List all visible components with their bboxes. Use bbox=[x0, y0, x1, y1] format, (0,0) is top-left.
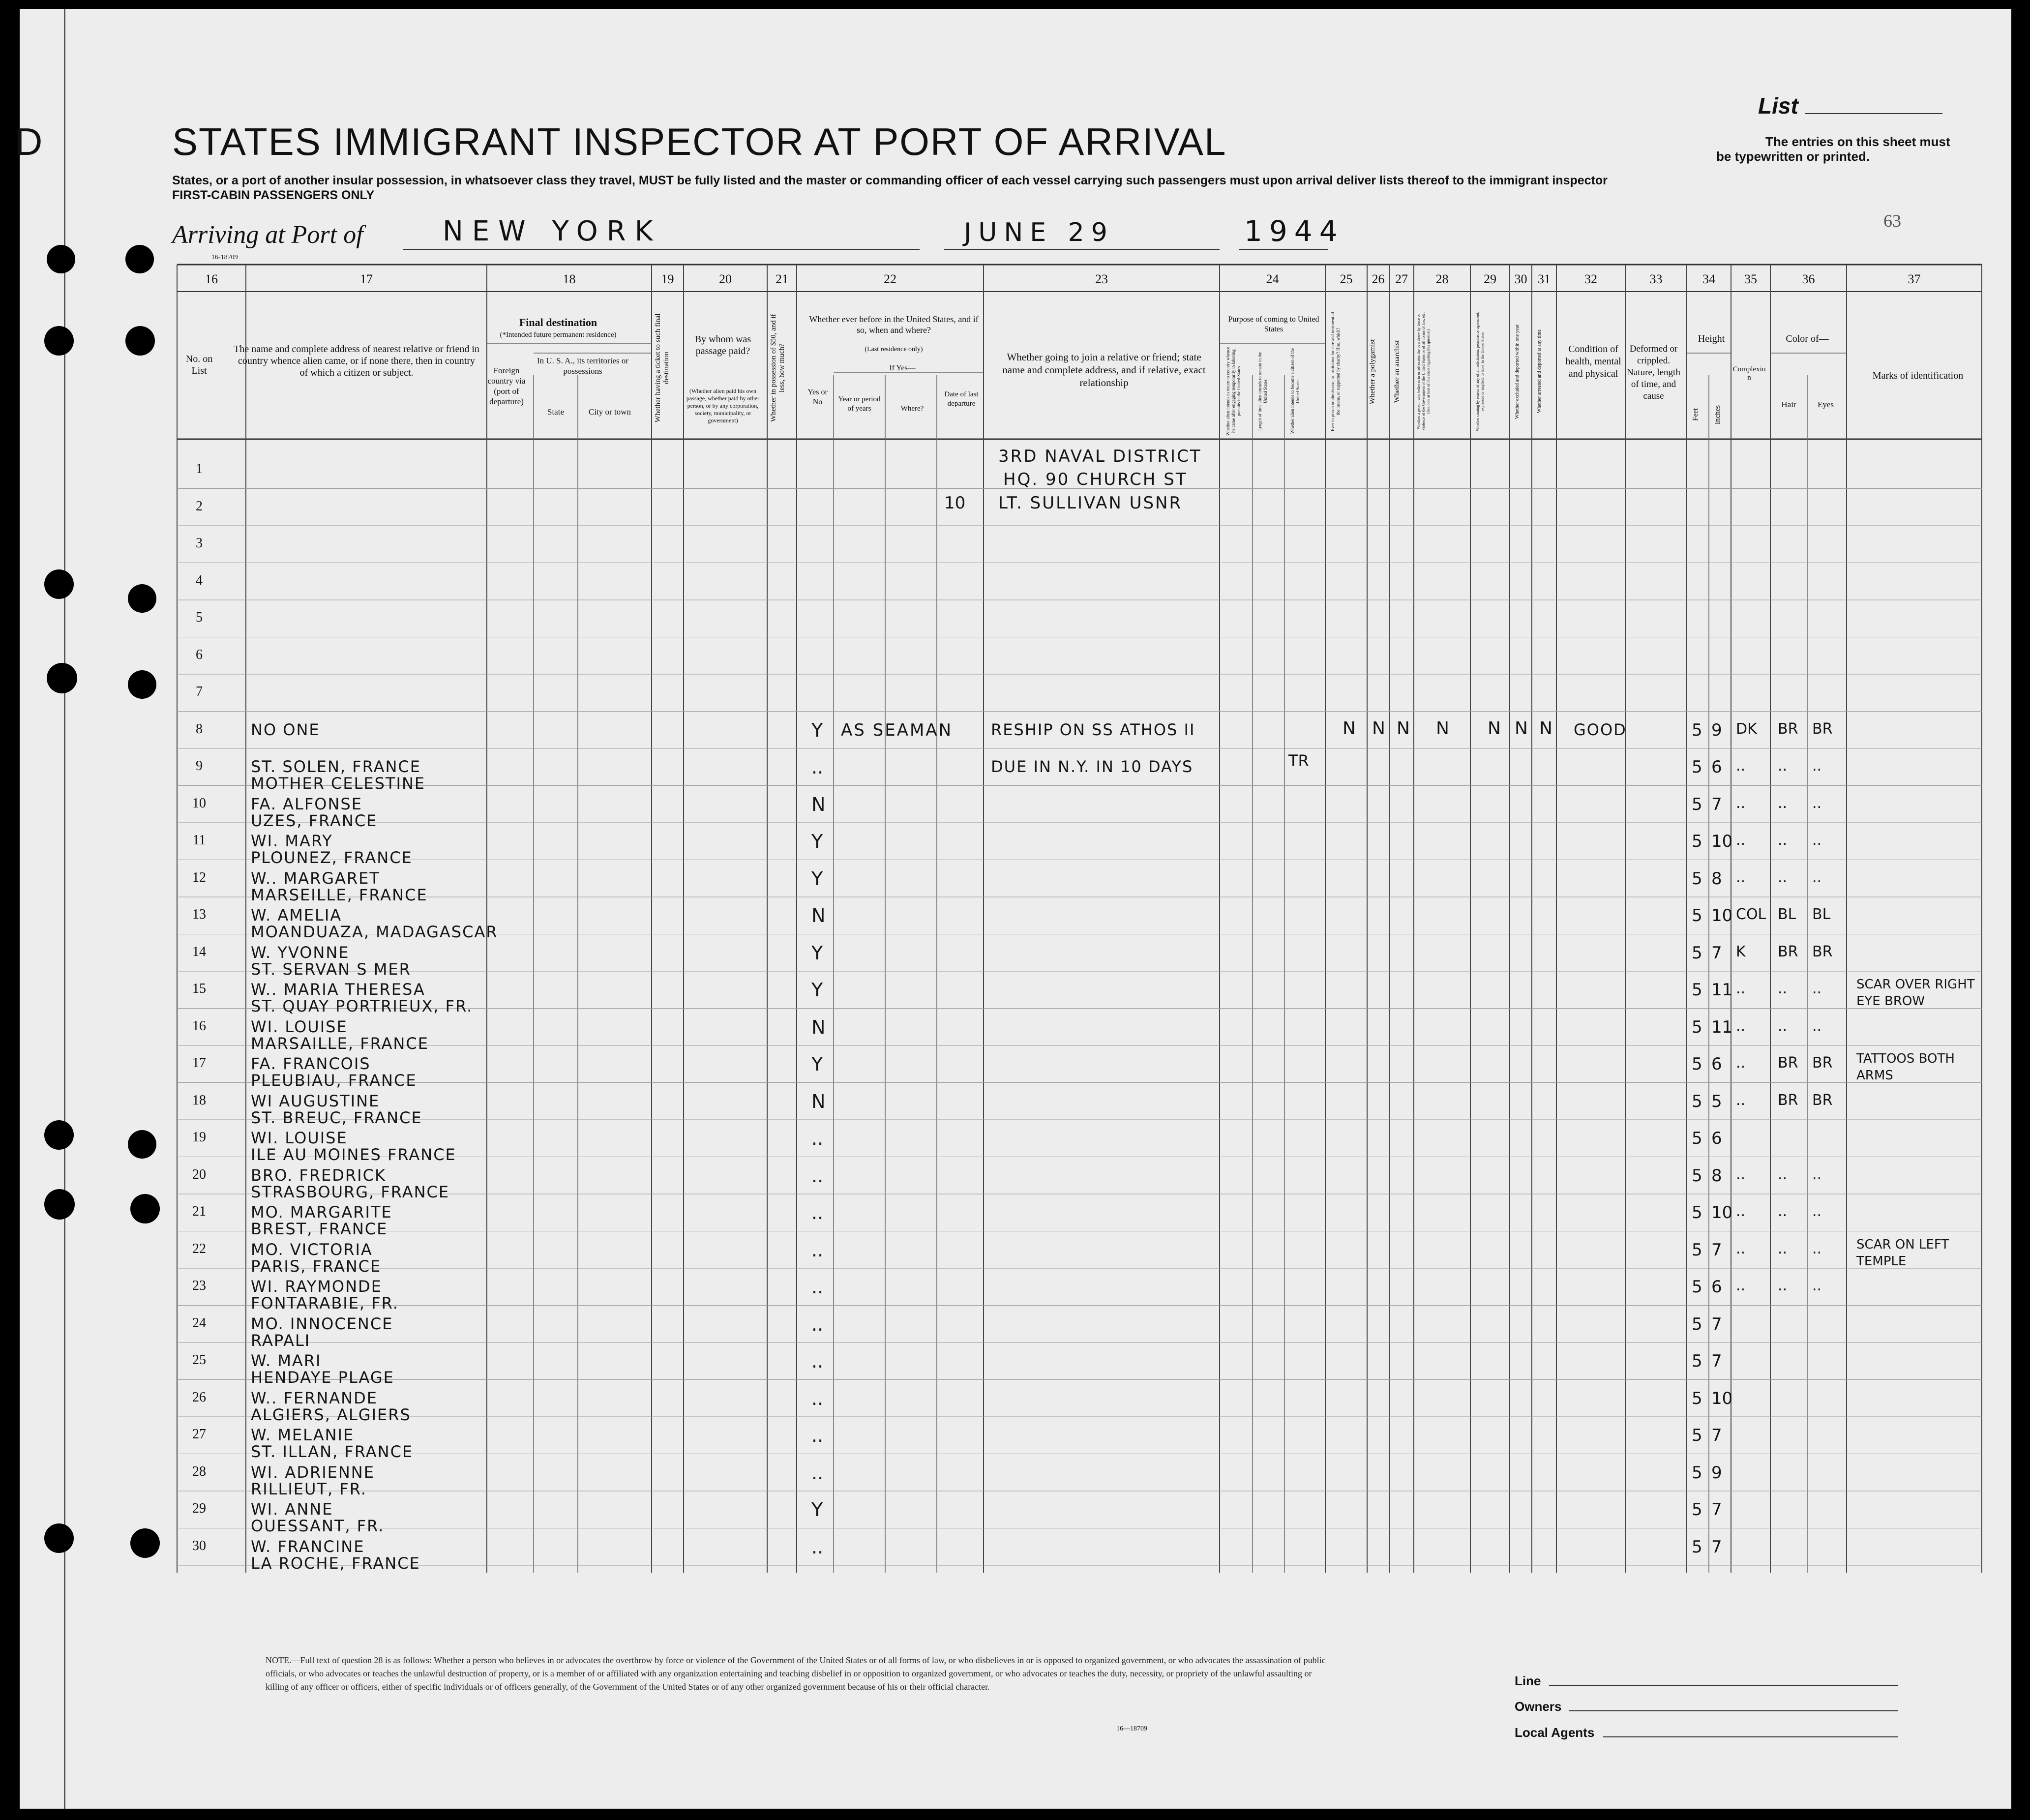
column-number: 37 bbox=[1908, 272, 1921, 286]
column-number: 16 bbox=[205, 272, 218, 286]
header-col32: Condition of health, mental and physical bbox=[1565, 344, 1621, 379]
header-col36-eyes: Eyes bbox=[1817, 400, 1834, 409]
row-complexion: .. bbox=[1736, 1017, 1746, 1035]
row-relative-line2: ST. BREUC, FRANCE bbox=[251, 1108, 422, 1127]
row-col22: .. bbox=[811, 1276, 824, 1298]
row-number: 29 bbox=[192, 1501, 206, 1516]
row-relative-line2: LA ROCHE, FRANCE bbox=[251, 1553, 420, 1573]
row-height-feet: 5 bbox=[1692, 868, 1702, 889]
header-col22-where: Where? bbox=[900, 405, 924, 413]
row-eyes: BR bbox=[1812, 1091, 1833, 1109]
row-number: 15 bbox=[192, 981, 206, 996]
column-number: 29 bbox=[1484, 272, 1496, 286]
row-hair: .. bbox=[1778, 1203, 1788, 1220]
row8-flag: N bbox=[1372, 718, 1385, 739]
row-col22: .. bbox=[811, 1202, 824, 1223]
header-col18-city: City or town bbox=[589, 407, 631, 417]
header-col22-ifyes: If Yes— bbox=[889, 364, 916, 372]
row-complexion: .. bbox=[1736, 1165, 1746, 1183]
header-col34-title: Height bbox=[1698, 333, 1725, 344]
row-relative-line2: STRASBOURG, FRANCE bbox=[251, 1182, 450, 1201]
row-marks: TATTOOS BOTH ARMS bbox=[1856, 1051, 1955, 1083]
agents-label: Local Agents bbox=[1515, 1725, 1595, 1740]
row-relative: WI AUGUSTINE bbox=[251, 1091, 380, 1110]
instructions-line: States, or a port of another insular possession, in whatsoever class they travel, MUST be fully listed and the master or commanding officer of each vessel carrying such passengers must upon arrival deliver lists thereof to the immigrant inspector bbox=[172, 174, 1608, 187]
row-number: 12 bbox=[192, 869, 206, 885]
row-number: 4 bbox=[196, 572, 203, 588]
header-col27: Whether an anarchist bbox=[1393, 340, 1401, 403]
row-height-inches: 6 bbox=[1711, 1277, 1722, 1297]
row-relative: W.. FERNANDE bbox=[251, 1388, 378, 1407]
row-relative-line2: ST. SERVAN S MER bbox=[251, 959, 411, 979]
row8-flag: N bbox=[1515, 718, 1528, 739]
column-number: 20 bbox=[719, 272, 732, 286]
row-height-feet: 5 bbox=[1692, 1351, 1702, 1371]
row-height-inches: 10 bbox=[1711, 1203, 1733, 1223]
row-complexion: .. bbox=[1736, 1203, 1746, 1220]
row-height-feet: 5 bbox=[1692, 1314, 1702, 1334]
typewritten-note-2: be typewritten or printed. bbox=[1716, 149, 1870, 164]
header-col25: Ever in prison or almshouse, or institution for care and treatment of the insane, or supported by charity? If so, which? bbox=[1330, 312, 1341, 431]
row-relative-line2: ST. ILLAN, FRANCE bbox=[251, 1442, 414, 1461]
row-eyes: BL bbox=[1812, 906, 1831, 923]
row-number: 18 bbox=[192, 1092, 206, 1108]
row-number: 26 bbox=[192, 1389, 206, 1405]
row-height-inches: 7 bbox=[1711, 1426, 1722, 1445]
header-col18-foreign: Foreign country via (port of departure) bbox=[487, 366, 526, 406]
row-number: 8 bbox=[196, 721, 203, 737]
row-height-feet: 5 bbox=[1692, 1500, 1702, 1520]
row-number: 14 bbox=[192, 944, 206, 959]
row-relative: W. MELANIE bbox=[251, 1426, 355, 1444]
header-col33: Deformed or crippled. Nature, length of time, and cause bbox=[1627, 344, 1680, 401]
row-complexion: DK bbox=[1736, 720, 1757, 738]
row-height-inches: 6 bbox=[1711, 1054, 1722, 1074]
row-number: 10 bbox=[192, 795, 206, 811]
column-number: 17 bbox=[360, 272, 373, 286]
list-label: List bbox=[1758, 93, 1798, 119]
row-complexion: .. bbox=[1736, 757, 1746, 775]
row-height-feet: 5 bbox=[1692, 832, 1702, 851]
row-complexion: .. bbox=[1736, 868, 1746, 886]
row8-flag: N bbox=[1488, 718, 1501, 739]
row-col22: .. bbox=[811, 1425, 824, 1446]
row-height-inches: 7 bbox=[1711, 943, 1722, 963]
column-number: 21 bbox=[776, 272, 788, 286]
row-relative: WI. MARY bbox=[251, 832, 333, 850]
row-height-feet: 5 bbox=[1692, 1091, 1702, 1111]
column-number: 25 bbox=[1340, 272, 1353, 286]
row-relative: W. AMELIA bbox=[251, 906, 342, 925]
row-relative: ST. SOLEN, FRANCE bbox=[251, 757, 421, 776]
cabin-class: FIRST-CABIN PASSENGERS ONLY bbox=[172, 188, 375, 202]
row-height-feet: 5 bbox=[1692, 1537, 1702, 1557]
header-col24-b: Length of time alien intends to remain in the United States bbox=[1257, 352, 1268, 431]
page-number: 63 bbox=[1883, 211, 1901, 231]
header-col26: Whether a polygamist bbox=[1369, 339, 1376, 404]
row-relative: FA. ALFONSE bbox=[251, 794, 362, 813]
row-number: 11 bbox=[192, 833, 206, 848]
row-hair: BR bbox=[1778, 1054, 1798, 1072]
row8-flag: N bbox=[1397, 718, 1410, 739]
row-relative: WI. RAYMONDE bbox=[251, 1277, 382, 1296]
row-hair: .. bbox=[1778, 980, 1788, 997]
header-col24-c: Whether alien intends to become a citizen of the United States bbox=[1290, 348, 1300, 434]
row-hair: BR bbox=[1778, 943, 1798, 960]
row-complexion: .. bbox=[1736, 794, 1746, 812]
row-height-inches: 10 bbox=[1711, 832, 1733, 851]
column-number: 35 bbox=[1744, 272, 1757, 286]
manifest-sheet bbox=[15, 9, 2011, 1809]
header-col36-title: Color of— bbox=[1786, 333, 1829, 344]
footer-form-number: 16—18709 bbox=[1116, 1725, 1147, 1732]
header-col31: Whether arrested and deported at any time bbox=[1537, 329, 1542, 414]
row1-col23-line2: HQ. 90 CHURCH ST bbox=[1003, 470, 1188, 489]
row-eyes: .. bbox=[1812, 1277, 1822, 1294]
row-height-inches: 7 bbox=[1711, 1537, 1722, 1557]
row-complexion: K bbox=[1736, 943, 1746, 960]
row-height-feet: 5 bbox=[1692, 943, 1702, 963]
header-col22-date: Date of last departure bbox=[944, 390, 979, 408]
line-field[interactable] bbox=[1549, 1685, 1898, 1686]
header-no-on-list: No. on List bbox=[185, 354, 213, 376]
row-relative: WI. ANNE bbox=[251, 1500, 333, 1519]
row-height-feet: 5 bbox=[1692, 1240, 1702, 1260]
row-relative-line2: PARIS, FRANCE bbox=[251, 1256, 382, 1276]
row8-col24: TR bbox=[1288, 751, 1309, 770]
row-height-inches: 11 bbox=[1711, 980, 1733, 1000]
header-col34-inches: Inches bbox=[1714, 405, 1722, 424]
header-col18-state: State bbox=[547, 407, 564, 417]
row-number: 5 bbox=[196, 610, 203, 625]
column-number: 33 bbox=[1649, 272, 1663, 286]
owners-label: Owners bbox=[1515, 1699, 1562, 1714]
row-col22: N bbox=[811, 1016, 826, 1038]
row-col22-where: AS SEAMAN bbox=[841, 720, 953, 740]
row-height-inches: 8 bbox=[1711, 1165, 1722, 1186]
row-relative-line2: UZES, FRANCE bbox=[251, 811, 378, 830]
row-hair: BR bbox=[1778, 1091, 1798, 1109]
row-col22: .. bbox=[811, 1239, 824, 1261]
row-hair: .. bbox=[1778, 757, 1788, 775]
row-col22: .. bbox=[811, 1350, 824, 1372]
row-relative: WI. ADRIENNE bbox=[251, 1462, 375, 1482]
header-col36-hair: Hair bbox=[1781, 400, 1796, 409]
row-eyes: .. bbox=[1812, 1203, 1822, 1220]
row-col22: Y bbox=[811, 719, 823, 741]
row-hair: .. bbox=[1778, 1017, 1788, 1035]
row-hair: .. bbox=[1778, 1240, 1788, 1257]
row1-col23-line1: 3RD NAVAL DISTRICT bbox=[998, 447, 1202, 466]
row-hair: .. bbox=[1778, 832, 1788, 849]
row8-flag: N bbox=[1436, 718, 1449, 739]
row-height-feet: 5 bbox=[1692, 794, 1702, 814]
row-col22: N bbox=[811, 1090, 826, 1112]
row-height-feet: 5 bbox=[1692, 1426, 1702, 1445]
column-number: 34 bbox=[1702, 272, 1715, 286]
title-fragment: D bbox=[15, 120, 44, 163]
row-height-inches: 7 bbox=[1711, 794, 1722, 814]
column-number: 28 bbox=[1435, 272, 1449, 286]
column-number: 19 bbox=[661, 272, 674, 286]
row-relative: MO. MARGARITE bbox=[251, 1203, 392, 1222]
header-col19: Whether having a ticket to such final destination bbox=[654, 313, 670, 422]
row-col22: .. bbox=[811, 1313, 824, 1335]
row-col23: DUE IN N.Y. IN 10 DAYS bbox=[991, 757, 1194, 776]
row-relative-line2: OUESSANT, FR. bbox=[251, 1517, 385, 1535]
row-relative-line2: FONTARABIE, FR. bbox=[251, 1294, 399, 1313]
header-col18-usa: In U. S. A., its territories or possessions bbox=[537, 356, 629, 376]
column-number: 32 bbox=[1584, 272, 1597, 286]
port-value: NEW YORK bbox=[443, 215, 662, 247]
row-eyes: .. bbox=[1812, 868, 1822, 886]
row-height-feet: 5 bbox=[1692, 720, 1702, 740]
row-complexion: .. bbox=[1736, 1240, 1746, 1257]
row-relative-line2: PLOUNEZ, FRANCE bbox=[251, 848, 413, 867]
header-col34-feet: Feet bbox=[1692, 408, 1700, 421]
row-col22: Y bbox=[811, 1053, 823, 1075]
row-relative: FA. FRANCOIS bbox=[251, 1054, 371, 1073]
row-marks: SCAR ON LEFT TEMPLE bbox=[1856, 1237, 1949, 1269]
row-height-inches: 10 bbox=[1711, 906, 1733, 925]
row-number: 6 bbox=[196, 647, 203, 662]
row-marks: SCAR OVER RIGHT EYE BROW bbox=[1856, 977, 1975, 1009]
row-height-feet: 5 bbox=[1692, 1129, 1702, 1148]
year-value: 1944 bbox=[1244, 214, 1344, 248]
row-col22: .. bbox=[811, 1462, 824, 1484]
row-eyes: .. bbox=[1812, 980, 1822, 997]
header-col18-sub: (*Intended future permanent residence) bbox=[500, 331, 617, 339]
row-height-feet: 5 bbox=[1692, 980, 1702, 1000]
row-relative-line2: MARSAILLE, FRANCE bbox=[251, 1034, 429, 1053]
row-height-inches: 6 bbox=[1711, 1129, 1722, 1148]
footnote: NOTE.—Full text of question 28 is as follows: Whether a person who believes in or advocates the overthrow by force or violence of the Government of the United States or of all forms of law, or who disbelieves in or is opposed to organized government, or who advocates the assassination of public officials, or who advocates or teaches the unlawful destruction of property, or is a member of or affiliated with any organization entertaining and teaching disbelief in or opposition to organized government, or who advocates or teaches the duty, necessity, or propriety of the unlawful assaulting or killing of any officer or officers, either of specific individuals or of officers generally, of the Government of the United States or of any other organized government because of his or their official character. bbox=[266, 1655, 1326, 1692]
header-col22-period: Year or period of years bbox=[838, 395, 881, 413]
line-label: Line bbox=[1515, 1673, 1541, 1688]
row-col22: .. bbox=[811, 1536, 824, 1558]
row-relative-line2: ST. QUAY PORTRIEUX, FR. bbox=[251, 997, 473, 1015]
header-col20-title: By whom was passage paid? bbox=[694, 334, 751, 357]
row-height-inches: 6 bbox=[1711, 757, 1722, 777]
row-eyes: .. bbox=[1812, 832, 1822, 849]
header-col20-sub: (Whether alien paid his own passage, whether paid by other person, or by any corporation, society, municipality, or government) bbox=[686, 388, 760, 424]
row-col22: Y bbox=[811, 942, 823, 964]
row-height-feet: 5 bbox=[1692, 1165, 1702, 1186]
header-col24-a: Whether alien intends to return to country whence he came after engaging temporarily in laboring pursuits in the United States bbox=[1225, 347, 1241, 436]
row-hair: .. bbox=[1778, 794, 1788, 812]
column-number: 31 bbox=[1538, 272, 1551, 286]
row-number: 7 bbox=[196, 684, 203, 699]
row-eyes: .. bbox=[1812, 1165, 1822, 1183]
row-col22: Y bbox=[811, 1499, 823, 1521]
row-complexion: .. bbox=[1736, 1277, 1746, 1294]
row-relative: WI. LOUISE bbox=[251, 1129, 348, 1147]
row-col22: Y bbox=[811, 979, 823, 1001]
row-number: 19 bbox=[192, 1130, 206, 1145]
row-col22: Y bbox=[811, 831, 823, 852]
row-relative-line2: PLEUBIAU, FRANCE bbox=[251, 1071, 417, 1090]
column-number: 22 bbox=[884, 272, 896, 286]
column-number: 24 bbox=[1266, 272, 1279, 286]
row1-col23-line3: LT. SULLIVAN USNR bbox=[998, 493, 1183, 513]
header-col18-title: Final destination bbox=[519, 316, 597, 328]
header-col17: The name and complete address of nearest relative or friend in country whence alien came, or if none there, then in country of which a citizen or subject. bbox=[234, 344, 479, 378]
row-col22: .. bbox=[811, 1387, 824, 1409]
arriving-label: Arriving at Port of bbox=[172, 221, 363, 249]
row-col22: N bbox=[811, 905, 826, 926]
header-col22-sub: (Last residence only) bbox=[865, 346, 923, 353]
row-height-inches: 9 bbox=[1711, 720, 1722, 740]
header-col22-yesno: Yes or No bbox=[807, 388, 828, 406]
row-hair: .. bbox=[1778, 1277, 1788, 1294]
row-height-inches: 10 bbox=[1711, 1388, 1733, 1408]
row-relative-line2: MOANDUAZA, MADAGASCAR bbox=[251, 923, 498, 941]
typewritten-note-1: The entries on this sheet must bbox=[1765, 134, 1950, 149]
row-col23: RESHIP ON SS ATHOS II bbox=[991, 720, 1195, 739]
row-height-inches: 9 bbox=[1711, 1462, 1722, 1483]
row-height-inches: 7 bbox=[1711, 1314, 1722, 1334]
header-col22-title: Whether ever before in the United States, and if so, when and where? bbox=[809, 314, 979, 335]
row-relative-line2: RAPALI bbox=[251, 1331, 311, 1350]
row-col22: N bbox=[811, 793, 826, 815]
row-height-inches: 8 bbox=[1711, 868, 1722, 889]
row-relative: MO. INNOCENCE bbox=[251, 1314, 393, 1333]
row-eyes: .. bbox=[1812, 1240, 1822, 1257]
row-height-inches: 7 bbox=[1711, 1500, 1722, 1520]
row-height-feet: 5 bbox=[1692, 1054, 1702, 1074]
row-relative-line2: ILE AU MOINES FRANCE bbox=[251, 1145, 456, 1164]
owners-field[interactable] bbox=[1569, 1710, 1898, 1711]
row-complexion: .. bbox=[1736, 1054, 1746, 1072]
row-number: 3 bbox=[196, 536, 203, 551]
row-number: 21 bbox=[192, 1204, 206, 1219]
row1-col22-date: 10 bbox=[944, 493, 966, 513]
row-eyes: BR bbox=[1812, 720, 1833, 738]
row-eyes: .. bbox=[1812, 1017, 1822, 1035]
row-relative-line2: ALGIERS, ALGIERS bbox=[251, 1405, 411, 1424]
row-relative: WI. LOUISE bbox=[251, 1017, 348, 1036]
row-hair: .. bbox=[1778, 1165, 1788, 1183]
row-number: 28 bbox=[192, 1463, 206, 1479]
row-number: 27 bbox=[192, 1427, 206, 1442]
row-hair: BR bbox=[1778, 720, 1798, 738]
row-height-feet: 5 bbox=[1692, 1462, 1702, 1483]
row-height-inches: 7 bbox=[1711, 1240, 1722, 1260]
row-height-inches: 5 bbox=[1711, 1091, 1722, 1111]
row-col22: .. bbox=[811, 756, 824, 778]
row-relative-line2: RILLIEUT, FR. bbox=[251, 1479, 367, 1498]
row-height-inches: 11 bbox=[1711, 1017, 1733, 1037]
row-complexion: COL bbox=[1736, 906, 1766, 923]
row-number: 23 bbox=[192, 1278, 206, 1293]
row-relative-line2: MARSEILLE, FRANCE bbox=[251, 885, 428, 904]
column-number: 30 bbox=[1514, 272, 1527, 286]
header-col30: Whether excluded and deported within one year bbox=[1515, 324, 1520, 419]
row8-flag: N bbox=[1343, 718, 1356, 739]
column-number: 23 bbox=[1095, 272, 1108, 286]
row-relative-line2: MOTHER CELESTINE bbox=[251, 774, 426, 793]
row-number: 9 bbox=[196, 758, 203, 774]
column-number: 26 bbox=[1372, 272, 1385, 286]
row-relative: W. YVONNE bbox=[251, 943, 350, 962]
row8-flag: N bbox=[1539, 718, 1552, 739]
row-eyes: BR bbox=[1812, 943, 1833, 960]
row-hair: BL bbox=[1778, 906, 1796, 923]
row-height-feet: 5 bbox=[1692, 1017, 1702, 1037]
agents-field[interactable] bbox=[1603, 1736, 1898, 1737]
row-eyes: .. bbox=[1812, 757, 1822, 775]
row-height-feet: 5 bbox=[1692, 757, 1702, 777]
header-col37: Marks of identification bbox=[1872, 370, 1964, 381]
row-relative: W.. MARIA THERESA bbox=[251, 980, 425, 999]
row-relative: W. MARI bbox=[251, 1351, 322, 1370]
row-number: 2 bbox=[196, 498, 203, 514]
row-height-feet: 5 bbox=[1692, 1388, 1702, 1408]
row-complexion: .. bbox=[1736, 832, 1746, 849]
row-relative: W.. MARGARET bbox=[251, 868, 380, 888]
row-eyes: BR bbox=[1812, 1054, 1833, 1072]
row-complexion: .. bbox=[1736, 1091, 1746, 1109]
row-number: 16 bbox=[192, 1018, 206, 1034]
row-number: 17 bbox=[192, 1055, 206, 1071]
row-col22: Y bbox=[811, 867, 823, 890]
row-col22: .. bbox=[811, 1164, 824, 1187]
row-health: GOOD bbox=[1574, 720, 1627, 739]
row-number: 24 bbox=[192, 1315, 206, 1331]
column-number: 18 bbox=[563, 272, 576, 286]
row-height-feet: 5 bbox=[1692, 906, 1702, 925]
row-number: 30 bbox=[192, 1538, 206, 1553]
row-relative-line2: HENDAYE PLAGE bbox=[251, 1368, 394, 1387]
row-number: 22 bbox=[192, 1241, 206, 1256]
row-number: 1 bbox=[196, 461, 203, 477]
row-number: 20 bbox=[192, 1166, 206, 1182]
row-relative: MO. VICTORIA bbox=[251, 1240, 373, 1259]
row-height-feet: 5 bbox=[1692, 1203, 1702, 1223]
row-relative: BRO. FREDRICK bbox=[251, 1165, 386, 1185]
row-number: 13 bbox=[192, 907, 206, 922]
date-value: JUNE 29 bbox=[964, 218, 1114, 247]
header-col35: Complexion bbox=[1732, 365, 1766, 382]
row-relative: NO ONE bbox=[251, 720, 320, 739]
header-col29: Whether coming by reason of any offer, solicitation, promise, or agreement, expressed or implied, to labor in the United States bbox=[1475, 312, 1485, 432]
column-number: 36 bbox=[1802, 272, 1815, 286]
header-col23: Whether going to join a relative or friend; state name and complete address, and if relative, exact relationship bbox=[1002, 351, 1206, 388]
page-title: STATES IMMIGRANT INSPECTOR AT PORT OF ARRIVAL bbox=[172, 120, 1227, 163]
row-relative-line2: BREST, FRANCE bbox=[251, 1220, 388, 1238]
header-col28: Whether a person who believes in or advocates the overthrow by force or violence of the Government of the United States or of all forms of law, etc. (See note at foot of this sheet regarding this question) bbox=[1416, 312, 1431, 431]
row-complexion: .. bbox=[1736, 980, 1746, 997]
form-number: 16-18709 bbox=[211, 254, 238, 261]
row-col22: .. bbox=[811, 1128, 824, 1149]
row-relative: W. FRANCINE bbox=[251, 1537, 365, 1556]
row-number: 25 bbox=[192, 1352, 206, 1368]
header-col24-title: Purpose of coming to United States bbox=[1228, 315, 1319, 333]
row-eyes: .. bbox=[1812, 794, 1822, 812]
row-height-feet: 5 bbox=[1692, 1277, 1702, 1297]
column-number: 27 bbox=[1395, 272, 1408, 286]
row-hair: .. bbox=[1778, 868, 1788, 886]
row-height-inches: 7 bbox=[1711, 1351, 1722, 1371]
header-col21: Whether in possession of $50, and if less, how much? bbox=[770, 314, 786, 422]
